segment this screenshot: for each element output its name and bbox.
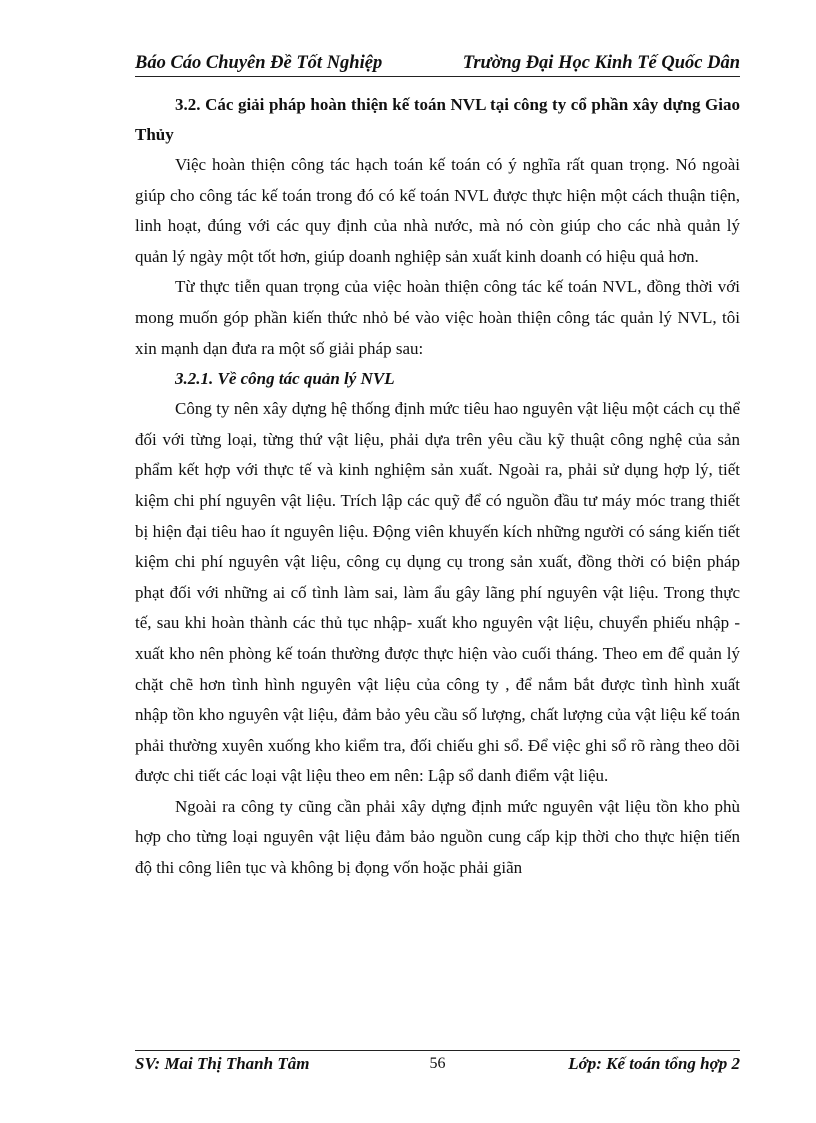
header-university: Trường Đại Học Kinh Tế Quốc Dân: [462, 53, 740, 73]
footer-student: SV: Mai Thị Thanh Tâm: [135, 1054, 310, 1073]
paragraph: Công ty nên xây dựng hệ thống định mức tiêu hao nguyên vật liệu một cách cụ thể đối với từng loại, từng thứ vật liệu, phải dựa trên yêu cầu kỹ thuật công nghệ của sản phẩm kết hợp với thực tế và kinh nghiệm sản xuất. Ngoài ra, phải sử dụng hợp lý, tiết kiệm chi phí nguyên vật liệu. Trích lập các quỹ để có nguồn đầu tư máy móc trang thiết bị hiện đại tiêu hao ít nguyên liệu. Động viên khuyến kích những người có sáng kiến tiết kiệm chi phí nguyên vật liệu, công cụ dụng cụ trong sản xuất, đồng thời có biện pháp phạt đối với những ai cố tình làm sai, làm ẩu gây lãng phí nguyên vật liệu. Trong thực tế, sau khi hoàn thành các thủ tục nhập- xuất kho nguyên vật liệu, chuyển phiếu nhập - xuất kho nên phòng kế toán thường được thực hiện vào cuối tháng. Theo em để quản lý chặt chẽ hơn tình hình nguyên vật liệu của công ty , để nắm bắt được tình hình xuất nhập tồn kho nguyên vật liệu, đảm bảo yêu cầu số lượng, chất lượng của vật liệu kế toán phải thường xuyên xuống kho kiểm tra, đối chiếu ghi sổ. Để việc ghi sổ rõ ràng theo dõi được chi tiết các loại vật liệu theo em nên: Lập sổ danh điểm vật liệu.: [135, 399, 740, 786]
page-body: [135, 90, 740, 884]
page-header: [135, 48, 740, 77]
paragraph: Việc hoàn thiện công tác hạch toán kế toán có ý nghĩa rất quan trọng. Nó ngoài giúp cho công tác kế toán trong đó có kế toán NVL được thực hiện một cách thuận tiện, linh hoạt, đúng với các quy định của nhà nước, mà nó còn giúp cho các nhà quản lý quản lý ngày một tốt hơn, giúp doanh nghiệp sản xuất kinh doanh có hiệu quả hơn.: [135, 155, 740, 266]
paragraph: Từ thực tiễn quan trọng của việc hoàn thiện công tác kế toán NVL, đồng thời với mong muốn góp phần kiến thức nhỏ bé vào việc hoàn thiện công tác quản lý NVL, tôi xin mạnh dạn đưa ra một số giải pháp sau:: [135, 277, 740, 358]
page-number: 56: [429, 1055, 446, 1072]
footer-class: Lớp: Kế toán tổng hợp 2: [568, 1054, 740, 1073]
header-report-title: Báo Cáo Chuyên Đề Tốt Nghiệp: [135, 53, 383, 73]
page-footer: [135, 1050, 740, 1077]
section-heading: 3.2. Các giải pháp hoàn thiện kế toán NVL tại công ty cổ phần xây dựng Giao Thủy: [135, 95, 740, 144]
paragraph: Ngoài ra công ty cũng cần phải xây dựng định mức nguyên vật liệu tồn kho phù hợp cho từng loại nguyên vật liệu đảm bảo nguồn cung cấp kịp thời cho thực hiện tiến độ thi công liên tục và không bị đọng vốn hoặc phải giãn: [135, 796, 740, 878]
subsection-heading: 3.2.1. Về công tác quản lý NVL: [175, 369, 395, 389]
